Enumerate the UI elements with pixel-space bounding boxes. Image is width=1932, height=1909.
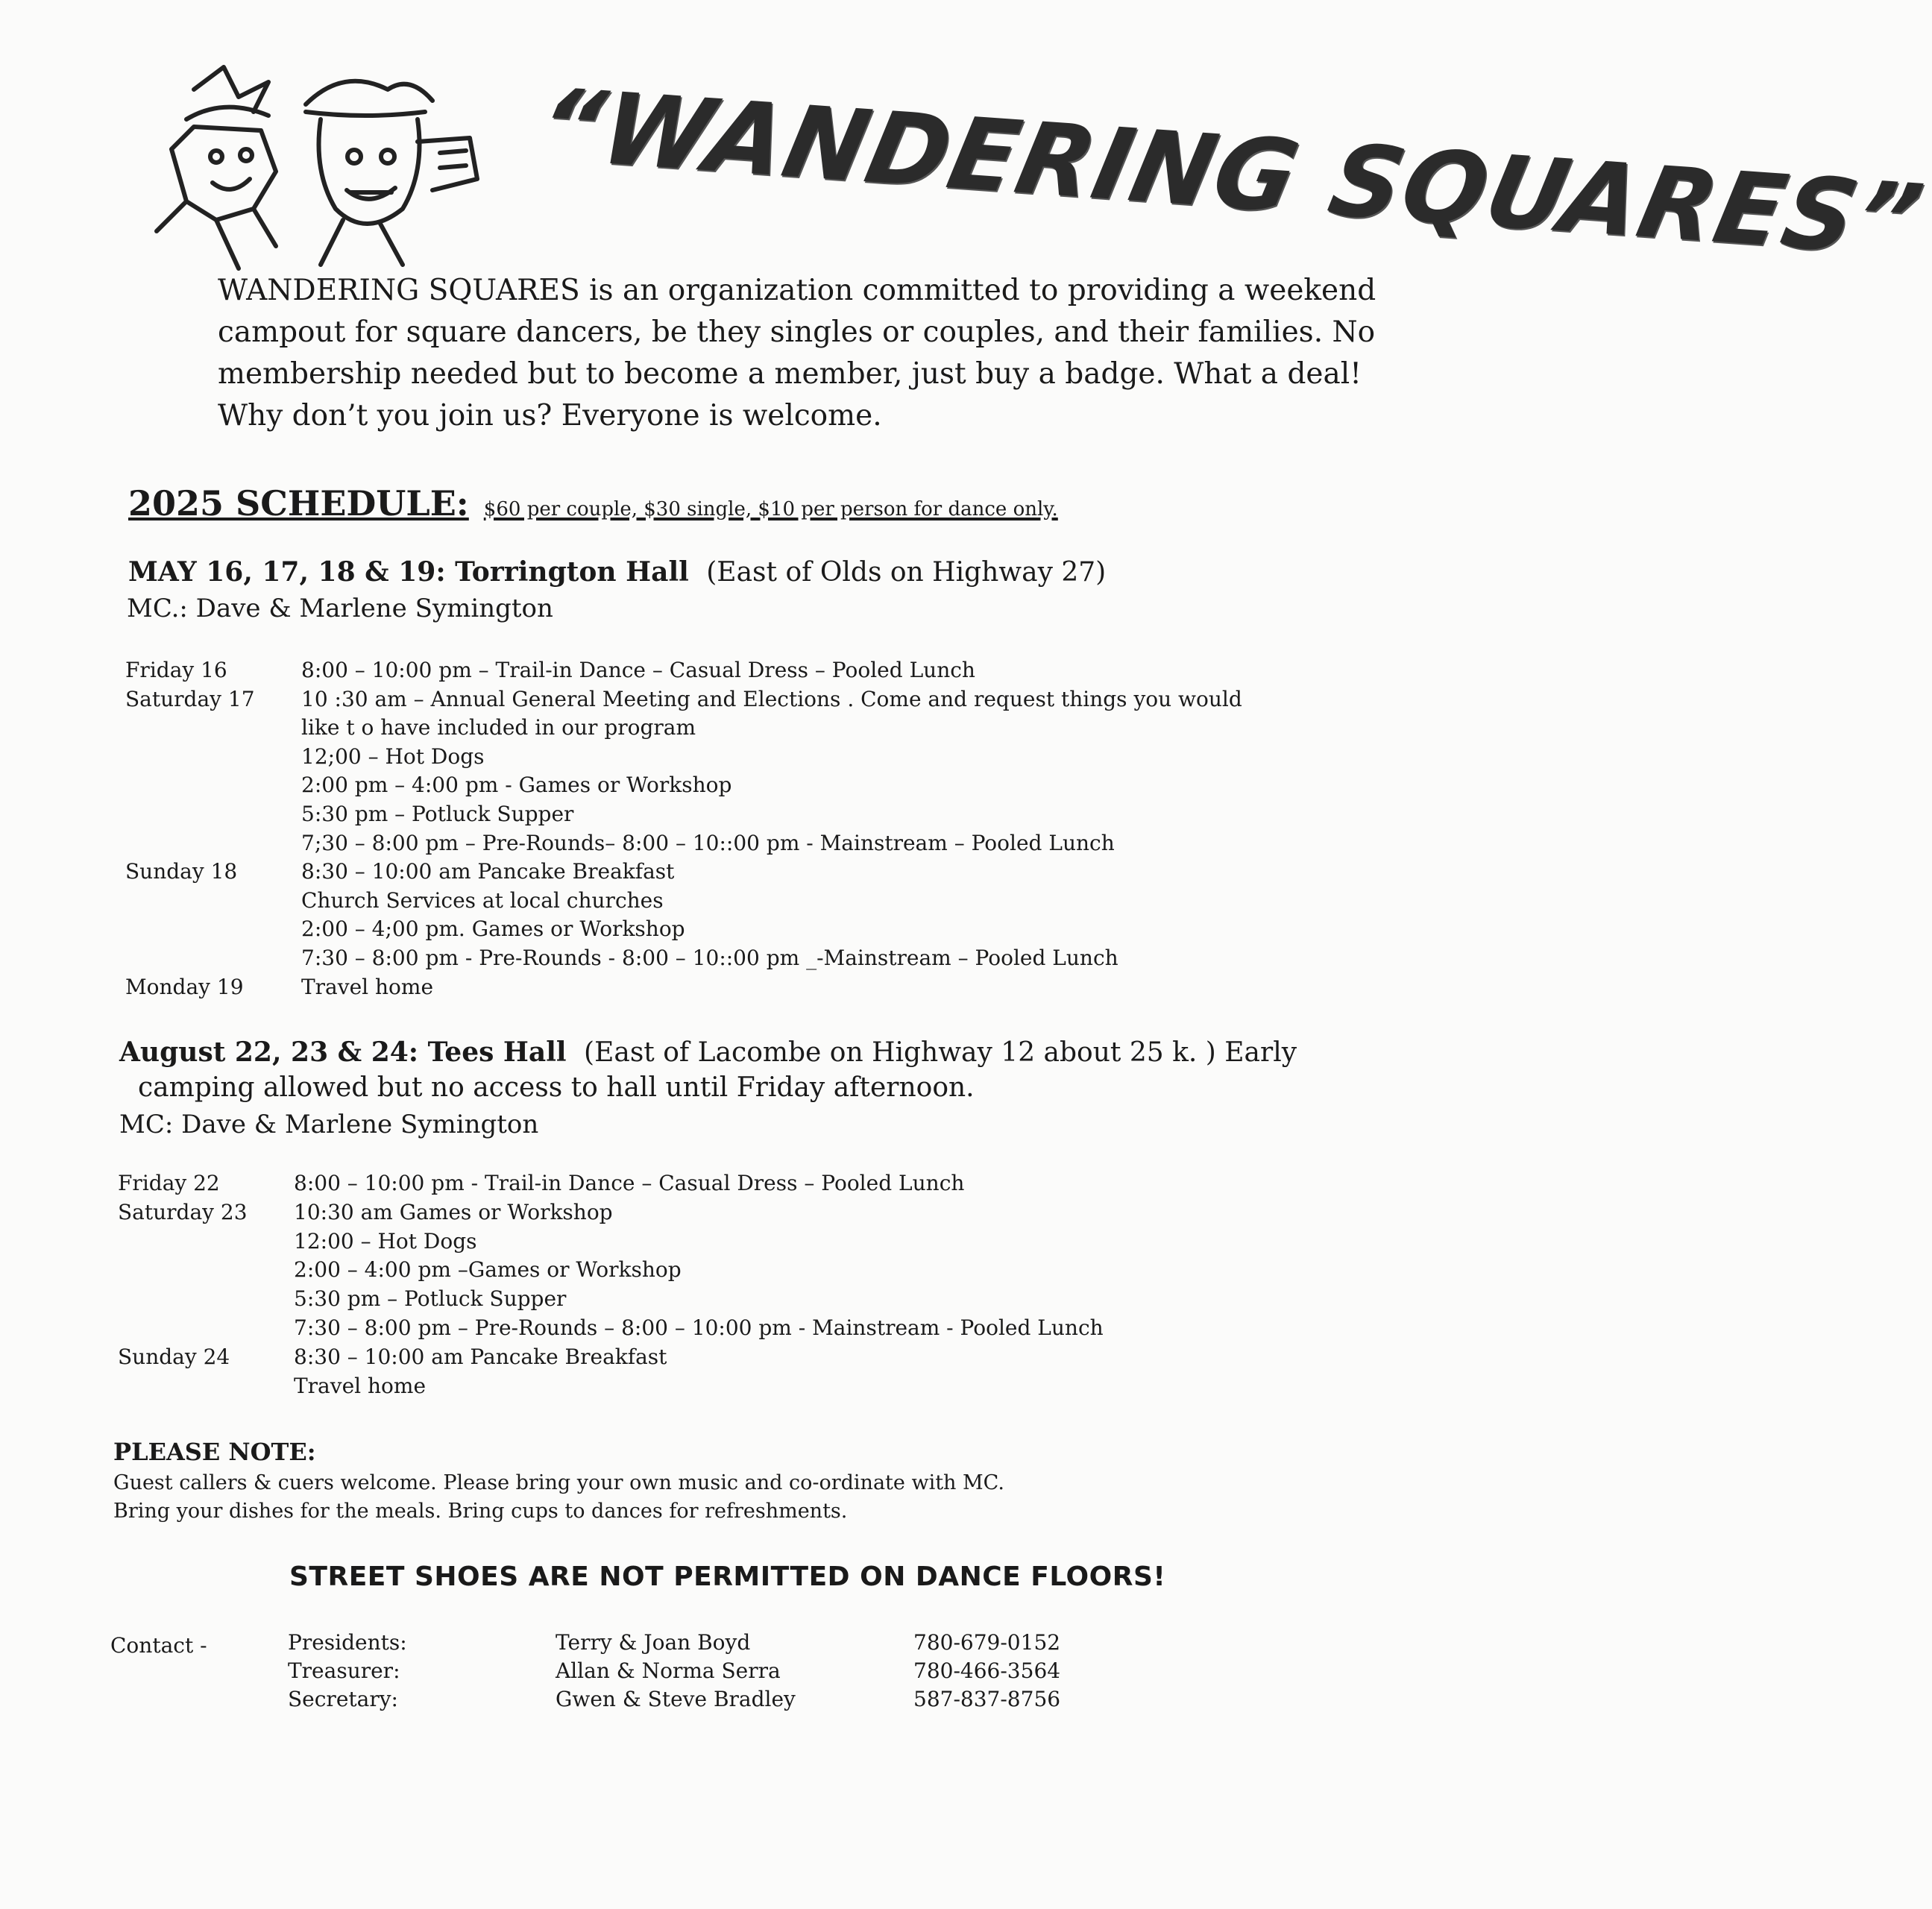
contact-phone: 587-837-8756 — [913, 1687, 1061, 1711]
schedule-day: Saturday 23 — [118, 1199, 248, 1224]
schedule-activity: 2:00 – 4:00 pm –Games or Workshop — [294, 1257, 682, 1283]
event1-location: (East of Olds on Highway 27) — [706, 557, 1107, 588]
contact-role: Presidents: — [288, 1630, 407, 1655]
intro-paragraph: WANDERING SQUARES is an organization committed to providing a weekend campout for square dancers, be they singles or couples, and their families. No membership needed but to become a member, just buy a badge. What a deal! Why don’t you join us? Everyone is welcome. — [218, 274, 1376, 433]
schedule-title: 2025 SCHEDULE: — [128, 483, 469, 523]
contact-role: Secretary: — [288, 1687, 398, 1711]
schedule-day: Friday 16 — [125, 658, 227, 682]
schedule-day: Sunday 18 — [125, 859, 238, 884]
contact-label: Contact - — [110, 1633, 207, 1658]
contact-name: Allan & Norma Serra — [556, 1658, 781, 1683]
schedule-day: Monday 19 — [125, 974, 244, 999]
schedule-activity: Travel home — [301, 974, 434, 999]
event2-mc: MC: Dave & Marlene Symington — [119, 1110, 539, 1139]
schedule-activity: 7:30 – 8:00 pm – Pre-Rounds – 8:00 – 10:00 pm - Mainstream - Pooled Lunch — [294, 1315, 1104, 1340]
schedule-activity: 2:00 pm – 4:00 pm - Games or Workshop — [301, 773, 732, 798]
contact-phone: 780-466-3564 — [913, 1658, 1061, 1683]
contact-name: Gwen & Steve Bradley — [556, 1687, 796, 1711]
schedule-activity: like t o have included in our program — [301, 715, 696, 740]
event2-location-cont: camping allowed but no access to hall until Friday afternoon. — [138, 1072, 975, 1103]
event1-mc: MC.: Dave & Marlene Symington — [127, 594, 553, 623]
schedule-activity: 10 :30 am – Annual General Meeting and Elections . Come and request things you would — [301, 686, 1242, 711]
dancers-logo — [142, 60, 485, 276]
schedule-activity: 8:30 – 10:00 am Pancake Breakfast — [294, 1344, 667, 1369]
schedule-activity: 8:00 – 10:00 pm - Trail-in Dance – Casual Dress – Pooled Lunch — [294, 1171, 965, 1195]
schedule-activity: 5:30 pm – Potluck Supper — [301, 802, 574, 826]
contact-name: Terry & Joan Boyd — [556, 1630, 751, 1655]
schedule-activity: Church Services at local churches — [301, 887, 664, 913]
schedule-activity: Travel home — [294, 1373, 427, 1398]
contact-phone: 780-679-0152 — [913, 1630, 1061, 1655]
note-heading: PLEASE NOTE: — [113, 1438, 316, 1466]
schedule-activity: 12;00 – Hot Dogs — [301, 743, 485, 769]
event2-heading — [119, 1034, 1297, 1072]
schedule-activity: 10:30 am Games or Workshop — [294, 1199, 613, 1224]
schedule-activity: 8:00 – 10:00 pm – Trail-in Dance – Casual Dress – Pooled Lunch — [301, 658, 975, 682]
event1-heading — [128, 553, 1106, 591]
schedule-activity: 2:00 – 4;00 pm. Games or Workshop — [301, 916, 685, 942]
event2-dates: August 22, 23 & 24: Tees Hall — [119, 1037, 567, 1068]
event1-dates: MAY 16, 17, 18 & 19: Torrington Hall — [128, 556, 689, 588]
note-line-1: Guest callers & cuers welcome. Please bring your own music and co-ordinate with MC. — [113, 1471, 1004, 1494]
schedule-activity: 7:30 – 8:00 pm - Pre-Rounds - 8:00 – 10::00 pm _-Mainstream – Pooled Lunch — [301, 946, 1118, 970]
schedule-activity: 8:30 – 10:00 am Pancake Breakfast — [301, 859, 675, 884]
contact-role: Treasurer: — [288, 1658, 400, 1683]
page-title: “WANDERING SQUARES” — [527, 67, 1932, 280]
schedule-activity: 12:00 – Hot Dogs — [294, 1228, 477, 1254]
schedule-day: Saturday 17 — [125, 686, 255, 711]
schedule-day: Sunday 24 — [118, 1344, 230, 1369]
street-shoes-banner: STREET SHOES ARE NOT PERMITTED ON DANCE FLOORS! — [289, 1562, 1166, 1592]
event2-location: (East of Lacombe on Highway 12 about 25 k. ) Early — [584, 1037, 1297, 1068]
schedule-heading — [128, 483, 1058, 523]
schedule-activity: 7;30 – 8:00 pm – Pre-Rounds– 8:00 – 10::00 pm - Mainstream – Pooled Lunch — [301, 830, 1115, 855]
schedule-prices: $60 per couple, $30 single, $10 per person for dance only. — [483, 498, 1058, 521]
schedule-day: Friday 22 — [118, 1171, 220, 1195]
note-line-2: Bring your dishes for the meals. Bring cups to dances for refreshments. — [113, 1500, 848, 1523]
schedule-activity: 5:30 pm – Potluck Supper — [294, 1286, 567, 1312]
